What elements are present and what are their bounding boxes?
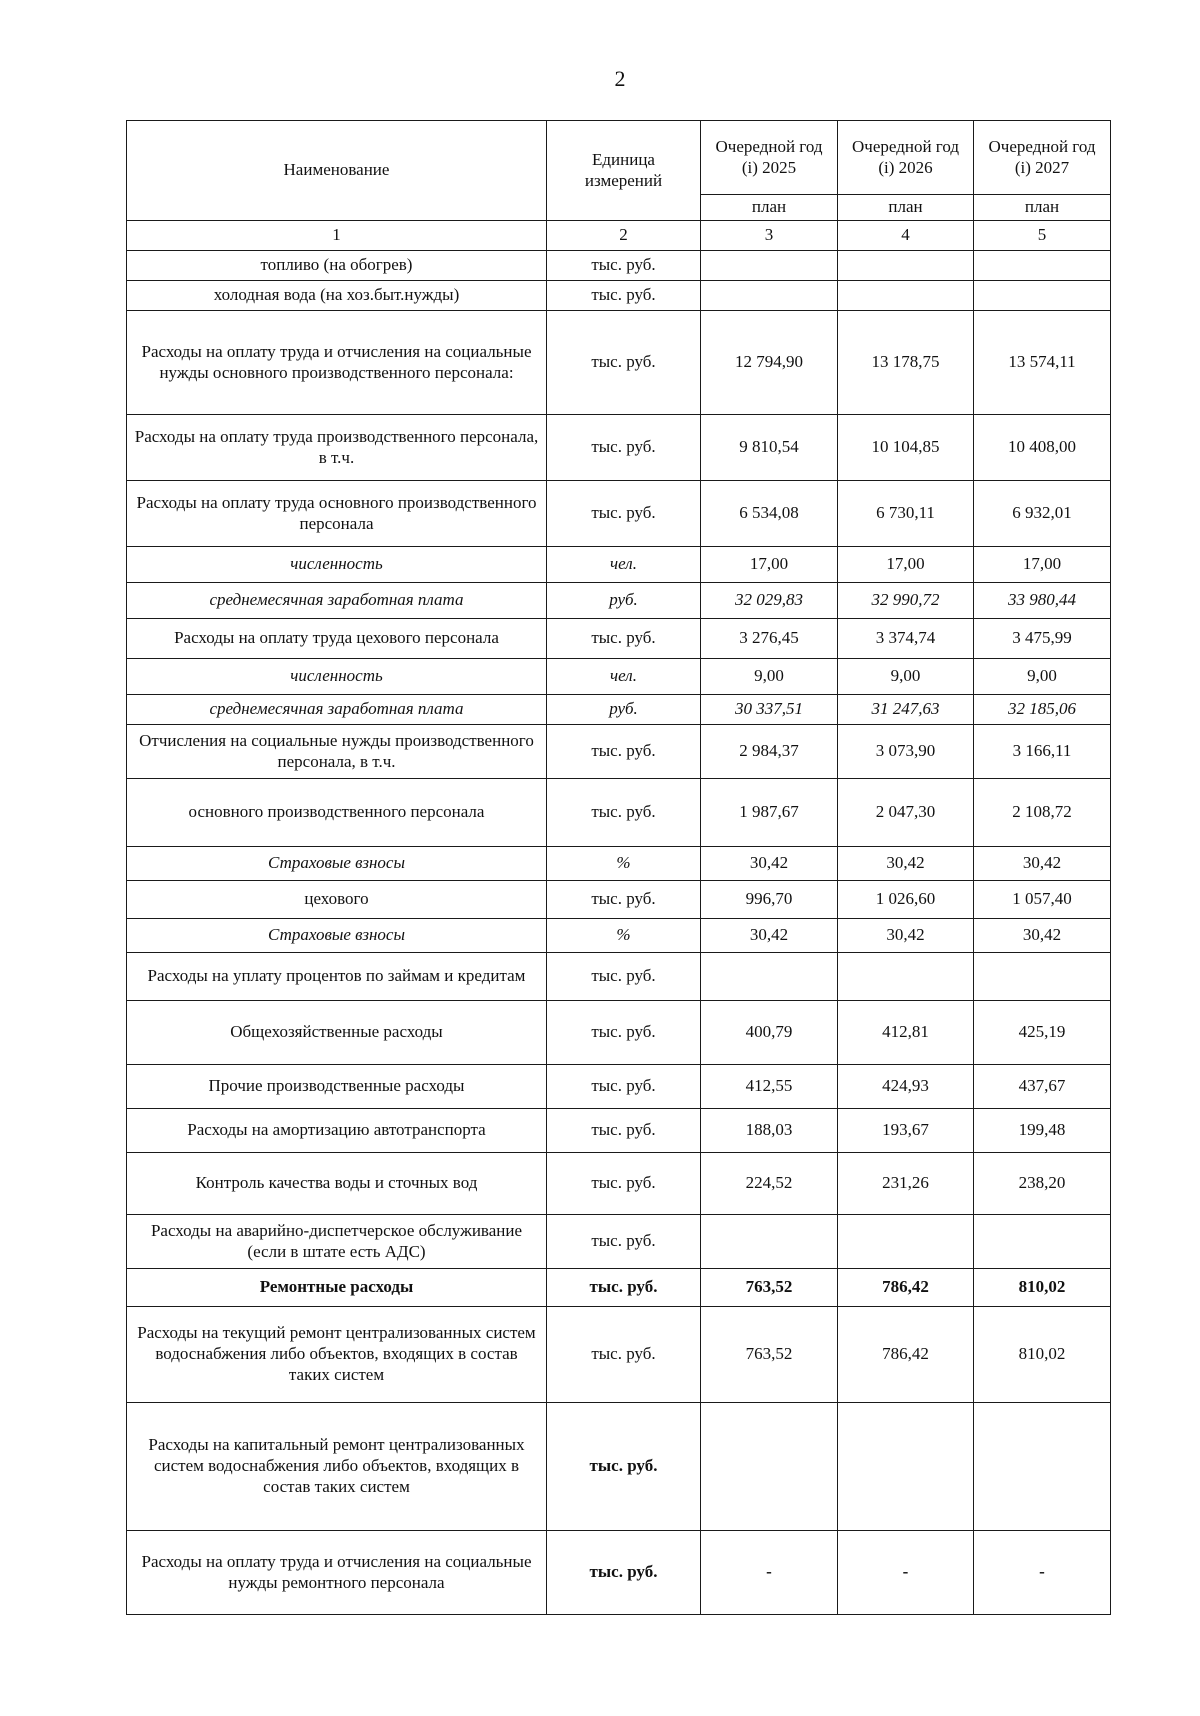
row-value-2025: 412,55 xyxy=(701,1065,838,1109)
row-name: Контроль качества воды и сточных вод xyxy=(127,1153,547,1215)
table-row xyxy=(127,1215,1111,1269)
row-value-2027: 13 574,11 xyxy=(974,311,1111,415)
row-value-2025: 30 337,51 xyxy=(701,695,838,725)
row-unit: тыс. руб. xyxy=(547,725,701,779)
row-name: Расходы на оплату труда основного производственного персонала xyxy=(127,481,547,547)
row-unit: чел. xyxy=(547,547,701,583)
row-value-2026: 231,26 xyxy=(838,1153,974,1215)
row-name: Расходы на аварийно-диспетчерское обслуживание (если в штате есть АДС) xyxy=(127,1215,547,1269)
table-row xyxy=(127,779,1111,847)
row-unit: тыс. руб. xyxy=(547,1215,701,1269)
header-name: Наименование xyxy=(127,121,547,221)
row-unit: тыс. руб. xyxy=(547,1109,701,1153)
header-unit: Единица измерений xyxy=(547,121,701,221)
row-value-2027: 30,42 xyxy=(974,847,1111,881)
row-value-2026: 424,93 xyxy=(838,1065,974,1109)
table-row xyxy=(127,311,1111,415)
row-value-2026: 32 990,72 xyxy=(838,583,974,619)
row-unit: тыс. руб. xyxy=(547,281,701,311)
table-row xyxy=(127,1153,1111,1215)
row-value-2026: 786,42 xyxy=(838,1269,974,1307)
row-name: численность xyxy=(127,659,547,695)
column-number: 5 xyxy=(974,221,1111,251)
row-value-2025: 763,52 xyxy=(701,1269,838,1307)
row-value-2025 xyxy=(701,281,838,311)
table-row xyxy=(127,619,1111,659)
header-year-2025: Очередной год (i) 2025 xyxy=(701,121,838,195)
row-unit: тыс. руб. xyxy=(547,415,701,481)
row-value-2025: 400,79 xyxy=(701,1001,838,1065)
row-name: среднемесячная заработная плата xyxy=(127,695,547,725)
row-value-2027: 10 408,00 xyxy=(974,415,1111,481)
row-name: основного производственного персонала xyxy=(127,779,547,847)
row-value-2025 xyxy=(701,1403,838,1531)
row-unit: тыс. руб. xyxy=(547,1531,701,1615)
row-unit: тыс. руб. xyxy=(547,881,701,919)
row-value-2025: 32 029,83 xyxy=(701,583,838,619)
row-unit: тыс. руб. xyxy=(547,1153,701,1215)
row-unit: тыс. руб. xyxy=(547,1065,701,1109)
row-value-2027: 437,67 xyxy=(974,1065,1111,1109)
table-row xyxy=(127,659,1111,695)
row-value-2026: 30,42 xyxy=(838,847,974,881)
row-value-2026: 10 104,85 xyxy=(838,415,974,481)
table-row xyxy=(127,1403,1111,1531)
table-row xyxy=(127,1001,1111,1065)
row-unit: руб. xyxy=(547,695,701,725)
row-value-2025: 224,52 xyxy=(701,1153,838,1215)
table-row xyxy=(127,1307,1111,1403)
row-value-2027: 810,02 xyxy=(974,1307,1111,1403)
header-row xyxy=(127,121,1111,195)
table-row xyxy=(127,953,1111,1001)
table-row xyxy=(127,1109,1111,1153)
column-number-row xyxy=(127,221,1111,251)
table-row xyxy=(127,725,1111,779)
row-name: холодная вода (на хоз.быт.нужды) xyxy=(127,281,547,311)
row-value-2025: 17,00 xyxy=(701,547,838,583)
row-unit: тыс. руб. xyxy=(547,1307,701,1403)
row-value-2025 xyxy=(701,1215,838,1269)
row-value-2025 xyxy=(701,251,838,281)
row-value-2025: 30,42 xyxy=(701,919,838,953)
row-value-2027: - xyxy=(974,1531,1111,1615)
row-value-2026 xyxy=(838,281,974,311)
row-unit: тыс. руб. xyxy=(547,1269,701,1307)
row-name: Отчисления на социальные нужды производственного персонала, в т.ч. xyxy=(127,725,547,779)
row-value-2027 xyxy=(974,953,1111,1001)
column-number: 2 xyxy=(547,221,701,251)
row-unit: тыс. руб. xyxy=(547,1403,701,1531)
table-row xyxy=(127,881,1111,919)
header-plan-2025: план xyxy=(701,195,838,221)
row-value-2025: 12 794,90 xyxy=(701,311,838,415)
row-value-2027 xyxy=(974,281,1111,311)
row-value-2027: 425,19 xyxy=(974,1001,1111,1065)
header-plan-2027: план xyxy=(974,195,1111,221)
row-value-2026: 786,42 xyxy=(838,1307,974,1403)
table-row xyxy=(127,481,1111,547)
row-name: Страховые взносы xyxy=(127,919,547,953)
row-value-2027: 238,20 xyxy=(974,1153,1111,1215)
row-value-2025: 6 534,08 xyxy=(701,481,838,547)
row-unit: руб. xyxy=(547,583,701,619)
row-unit: тыс. руб. xyxy=(547,619,701,659)
row-value-2025: 1 987,67 xyxy=(701,779,838,847)
row-name: Расходы на оплату труда цехового персонала xyxy=(127,619,547,659)
row-value-2027: 810,02 xyxy=(974,1269,1111,1307)
cost-table xyxy=(126,120,1111,1615)
table-row xyxy=(127,415,1111,481)
row-value-2027 xyxy=(974,251,1111,281)
row-value-2026: 17,00 xyxy=(838,547,974,583)
row-name: Расходы на уплату процентов по займам и кредитам xyxy=(127,953,547,1001)
row-value-2025: 996,70 xyxy=(701,881,838,919)
row-value-2026: 6 730,11 xyxy=(838,481,974,547)
row-name: Расходы на оплату труда и отчисления на социальные нужды основного производственного персонала: xyxy=(127,311,547,415)
row-value-2027: 17,00 xyxy=(974,547,1111,583)
row-value-2026: 3 374,74 xyxy=(838,619,974,659)
row-unit: тыс. руб. xyxy=(547,481,701,547)
row-value-2027: 199,48 xyxy=(974,1109,1111,1153)
row-value-2026 xyxy=(838,1215,974,1269)
row-name: Расходы на амортизацию автотранспорта xyxy=(127,1109,547,1153)
row-value-2026: 13 178,75 xyxy=(838,311,974,415)
table-row xyxy=(127,919,1111,953)
column-number: 4 xyxy=(838,221,974,251)
row-value-2026: 9,00 xyxy=(838,659,974,695)
row-value-2025: 763,52 xyxy=(701,1307,838,1403)
row-value-2026: 2 047,30 xyxy=(838,779,974,847)
row-value-2025: 2 984,37 xyxy=(701,725,838,779)
row-unit: тыс. руб. xyxy=(547,1001,701,1065)
row-value-2026: 193,67 xyxy=(838,1109,974,1153)
row-name: Расходы на оплату труда производственного персонала, в т.ч. xyxy=(127,415,547,481)
row-unit: % xyxy=(547,919,701,953)
table-row xyxy=(127,1269,1111,1307)
table-row xyxy=(127,583,1111,619)
row-value-2026: 31 247,63 xyxy=(838,695,974,725)
row-value-2027: 1 057,40 xyxy=(974,881,1111,919)
row-name: Общехозяйственные расходы xyxy=(127,1001,547,1065)
row-value-2025: 188,03 xyxy=(701,1109,838,1153)
table-row xyxy=(127,695,1111,725)
page-number: 2 xyxy=(614,66,626,91)
header-year-2027: Очередной год (i) 2027 xyxy=(974,121,1111,195)
row-value-2027 xyxy=(974,1215,1111,1269)
row-name: Ремонтные расходы xyxy=(127,1269,547,1307)
row-value-2025: 9,00 xyxy=(701,659,838,695)
table-row xyxy=(127,251,1111,281)
row-value-2025: 9 810,54 xyxy=(701,415,838,481)
table-row xyxy=(127,1531,1111,1615)
row-name: Расходы на капитальный ремонт централизованных систем водоснабжения либо объектов, входящих в состав таких систем xyxy=(127,1403,547,1531)
row-value-2027: 33 980,44 xyxy=(974,583,1111,619)
row-name: Прочие производственные расходы xyxy=(127,1065,547,1109)
row-value-2026 xyxy=(838,251,974,281)
row-value-2026: 412,81 xyxy=(838,1001,974,1065)
row-value-2027 xyxy=(974,1403,1111,1531)
column-number: 3 xyxy=(701,221,838,251)
row-name: цехового xyxy=(127,881,547,919)
row-name: Страховые взносы xyxy=(127,847,547,881)
table-row xyxy=(127,281,1111,311)
header-plan-2026: план xyxy=(838,195,974,221)
row-unit: тыс. руб. xyxy=(547,779,701,847)
row-value-2027: 9,00 xyxy=(974,659,1111,695)
row-unit: тыс. руб. xyxy=(547,953,701,1001)
row-value-2027: 2 108,72 xyxy=(974,779,1111,847)
row-unit: % xyxy=(547,847,701,881)
row-value-2027: 3 166,11 xyxy=(974,725,1111,779)
table-row xyxy=(127,847,1111,881)
row-unit: чел. xyxy=(547,659,701,695)
row-unit: тыс. руб. xyxy=(547,251,701,281)
row-value-2025: 3 276,45 xyxy=(701,619,838,659)
row-value-2027: 3 475,99 xyxy=(974,619,1111,659)
row-name: численность xyxy=(127,547,547,583)
row-unit: тыс. руб. xyxy=(547,311,701,415)
row-value-2026: 3 073,90 xyxy=(838,725,974,779)
column-number: 1 xyxy=(127,221,547,251)
row-value-2027: 32 185,06 xyxy=(974,695,1111,725)
table-row xyxy=(127,1065,1111,1109)
row-value-2026 xyxy=(838,1403,974,1531)
row-value-2027: 30,42 xyxy=(974,919,1111,953)
row-value-2025 xyxy=(701,953,838,1001)
row-name: среднемесячная заработная плата xyxy=(127,583,547,619)
row-value-2026 xyxy=(838,953,974,1001)
row-value-2025: 30,42 xyxy=(701,847,838,881)
row-name: топливо (на обогрев) xyxy=(127,251,547,281)
row-value-2026: - xyxy=(838,1531,974,1615)
row-value-2026: 30,42 xyxy=(838,919,974,953)
row-value-2026: 1 026,60 xyxy=(838,881,974,919)
row-name: Расходы на текущий ремонт централизованных систем водоснабжения либо объектов, входящих в состав таких систем xyxy=(127,1307,547,1403)
header-year-2026: Очередной год (i) 2026 xyxy=(838,121,974,195)
row-value-2027: 6 932,01 xyxy=(974,481,1111,547)
table-row xyxy=(127,547,1111,583)
row-value-2025: - xyxy=(701,1531,838,1615)
row-name: Расходы на оплату труда и отчисления на социальные нужды ремонтного персонала xyxy=(127,1531,547,1615)
